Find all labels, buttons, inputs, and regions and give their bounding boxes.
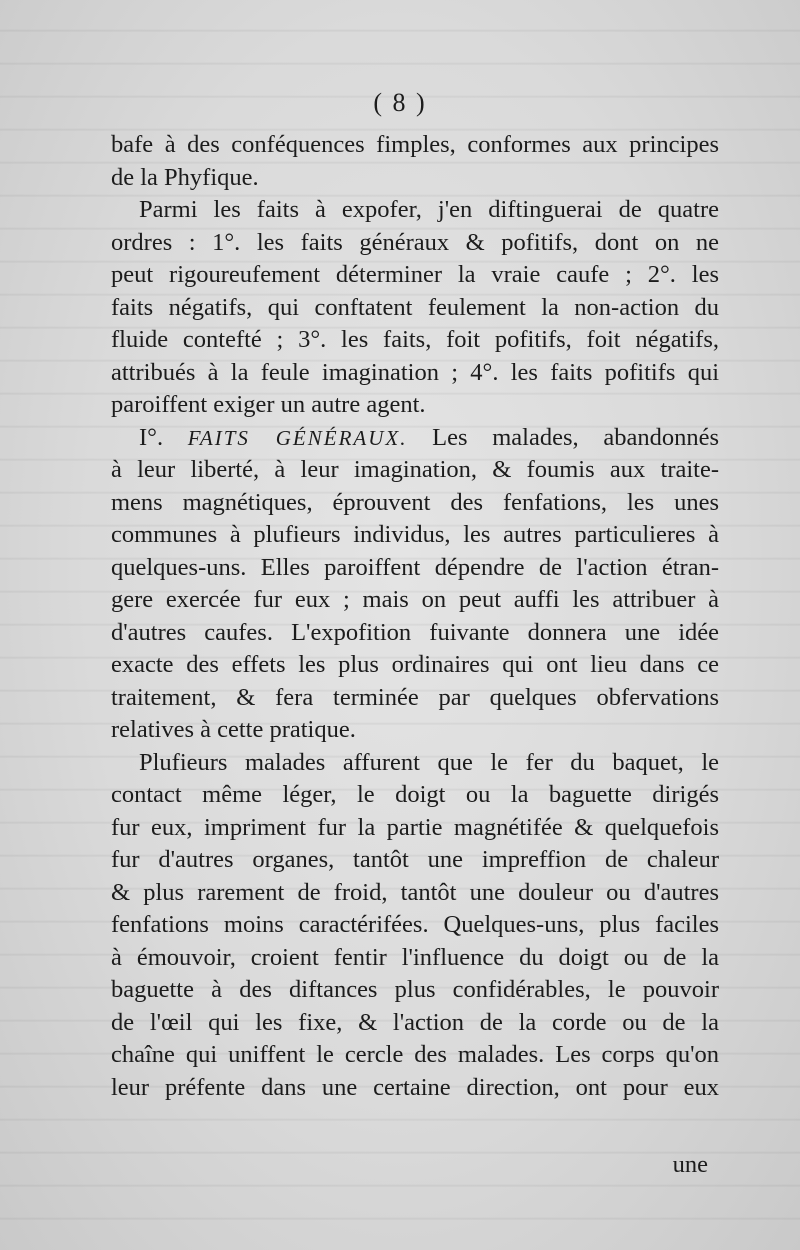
text-line: Plufieurs malades affurent que le fer du baquet, le xyxy=(139,748,719,776)
text-line: baguette à des diftances plus confidérables, le pouvoir xyxy=(111,976,719,1003)
section-title: FAITS GÉNÉRAUX. xyxy=(187,425,408,450)
text-line: communes à plufieurs individus, les autres particulieres à xyxy=(111,521,719,548)
catchword: une xyxy=(672,1151,708,1178)
paragraph-4 xyxy=(111,747,719,1105)
body-text xyxy=(111,129,719,1104)
text-line: fenfations moins caractérifées. Quelques-uns, plus faciles xyxy=(111,911,719,938)
text-line: d'autres caufes. L'expofition fuivante donnera une idée xyxy=(111,618,719,646)
text-line: & plus rarement de froid, tantôt une douleur ou d'autres xyxy=(111,878,719,906)
text-line: fluide contefté ; 3°. les faits, foit pofitifs, foit négatifs, xyxy=(111,326,719,353)
text-line: de la Phyfique. xyxy=(111,163,259,191)
page-number: ( 8 ) xyxy=(373,88,427,117)
text-line: mens magnétiques, éprouvent des fenfations, les unes xyxy=(111,488,719,516)
text-line: de l'œil qui les fixe, & l'action de la corde ou de la xyxy=(111,1008,719,1036)
text-line: leur préfente dans une certaine direction, ont pour eux xyxy=(111,1073,719,1101)
text-line: fur d'autres organes, tantôt une impreffion de chaleur xyxy=(111,846,719,873)
paragraph-1 xyxy=(111,129,719,194)
text-line: Parmi les faits à expofer, j'en diftinguerai de quatre xyxy=(139,196,719,223)
paragraph-2 xyxy=(111,194,719,422)
text-line: contact même léger, le doigt ou la baguette dirigés xyxy=(111,781,719,808)
text-line: traitement, & fera terminée par quelques obfervations xyxy=(111,683,719,711)
text-line: à leur liberté, à leur imagination, & foumis aux traite- xyxy=(111,456,719,483)
text-line: relatives à cette pratique. xyxy=(111,716,356,743)
text-line: fur eux, impriment fur la partie magnétifée & quelquefois xyxy=(111,813,719,841)
text-line: faits négatifs, qui conftatent feulement la non-action du xyxy=(111,293,719,321)
text-line: paroiffent exiger un autre agent. xyxy=(111,391,426,418)
text-line: chaîne qui uniffent le cercle des malades. Les corps qu'on xyxy=(111,1041,719,1068)
text-line: ordres : 1°. les faits généraux & pofitifs, dont on ne xyxy=(111,228,719,256)
section-number: I°. xyxy=(139,423,164,451)
heading-line-text: Les malades, abandonnés xyxy=(432,423,719,451)
text-line: gere exercée fur eux ; mais on peut auffi les attribuer à xyxy=(111,586,719,613)
text-line: bafe à des conféquences fimples, conformes aux principes xyxy=(111,131,719,158)
text-line: à émouvoir, croient fentir l'influence du doigt ou de la xyxy=(111,943,719,971)
text-line: exacte des effets les plus ordinaires qui ont lieu dans ce xyxy=(111,651,719,678)
text-line: peut rigoureufement déterminer la vraie caufe ; 2°. les xyxy=(111,261,719,288)
section-heading-line xyxy=(111,422,719,455)
paragraph-3 xyxy=(111,422,719,747)
text-line: attribués à la feule imagination ; 4°. les faits pofitifs qui xyxy=(111,358,719,386)
text-line: quelques-uns. Elles paroiffent dépendre de l'action étran- xyxy=(111,553,719,581)
